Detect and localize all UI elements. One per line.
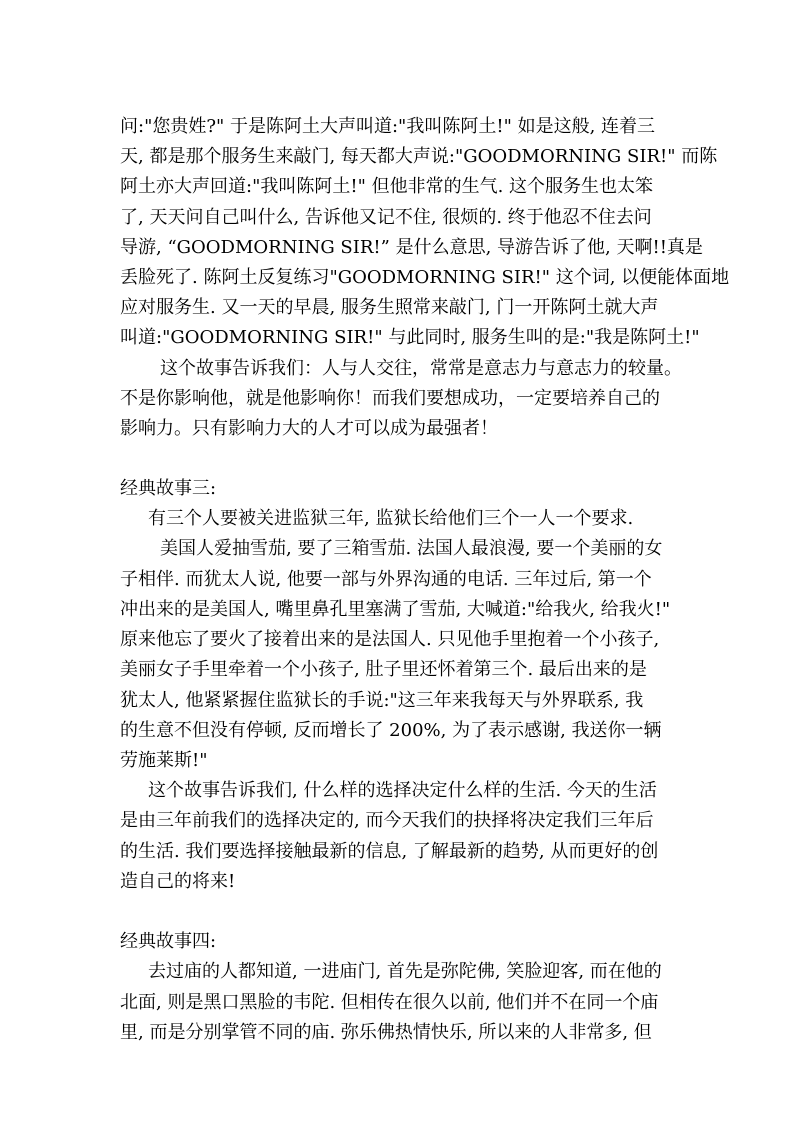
- story-three-line-4: 冲出来的是美国人, 嘴里鼻孔里塞满了雪茄, 大喊道:"给我火, 给我火!": [120, 599, 671, 620]
- story-two-moral-line-3: 影响力。只有影响力大的人才可以成为最强者！: [120, 418, 498, 439]
- story-three-moral-line-4: 造自己的将来!: [120, 871, 236, 892]
- story-two-moral-line-1: 这个故事告诉我们：人与人交往，常常是意志力与意志力的较量。: [160, 358, 682, 379]
- story-two-line-8: 叫道:"GOODMORNING SIR!" 与此同时, 服务生叫的是:"我是陈阿土!": [120, 327, 700, 348]
- story-three-moral-line-1: 这个故事告诉我们, 什么样的选择决定什么样的生活. 今天的生活: [148, 780, 657, 801]
- story-four-line-1: 去过庙的人都知道, 一进庙门, 首先是弥陀佛, 笑脸迎客, 而在他的: [148, 961, 662, 982]
- story-three-line-1: 有三个人要被关进监狱三年, 监狱长给他们三个一人一个要求.: [148, 508, 634, 529]
- story-three-line-8: 的生意不但没有停顿, 反而增长了 200%, 为了表示感谢, 我送你一辆: [120, 720, 662, 741]
- story-three-line-6: 美丽女子手里牵着一个小孩子, 肚子里还怀着第三个. 最后出来的是: [120, 659, 647, 680]
- story-three-moral-line-3: 的生活. 我们要选择接触最新的信息, 了解最新的趋势, 从而更好的创: [120, 841, 659, 862]
- story-two-line-6: 丢脸死了. 陈阿土反复练习"GOODMORNING SIR!" 这个词, 以便能体面地: [120, 267, 730, 288]
- story-two-moral-line-2: 不是你影响他，就是他影响你！而我们要想成功，一定要培养自己的: [120, 388, 660, 409]
- story-two-line-1: 问:"您贵姓?" 于是陈阿土大声叫道:"我叫陈阿土!" 如是这般, 连着三: [120, 116, 656, 137]
- story-four-heading: 经典故事四:: [120, 931, 217, 952]
- story-three-moral-line-2: 是由三年前我们的选择决定的, 而今天我们的抉择将决定我们三年后: [120, 810, 654, 831]
- story-two-line-5: 导游, “GOODMORNING SIR!” 是什么意思, 导游告诉了他, 天啊!!真是: [120, 237, 703, 258]
- story-four-line-2: 北面, 则是黑口黑脸的韦陀. 但相传在很久以前, 他们并不在同一个庙: [120, 992, 659, 1013]
- story-three-line-5: 原来他忘了要火了接着出来的是法国人. 只见他手里抱着一个小孩子,: [120, 629, 660, 650]
- story-three-line-7: 犹太人, 他紧紧握住监狱长的手说:"这三年来我每天与外界联系, 我: [120, 690, 644, 711]
- story-two-line-3: 阿土亦大声回道:"我叫陈阿土!" 但他非常的生气. 这个服务生也太笨: [120, 176, 654, 197]
- story-two-line-7: 应对服务生. 又一天的早晨, 服务生照常来敲门, 门一开陈阿土就大声: [120, 297, 659, 318]
- story-three-line-2: 美国人爱抽雪茄, 要了三箱雪茄. 法国人最浪漫, 要一个美丽的女: [160, 538, 663, 559]
- story-two-line-2: 天, 都是那个服务生来敲门, 每天都大声说:"GOODMORNING SIR!" 而陈: [120, 146, 718, 167]
- story-two-line-4: 了, 天天问自己叫什么, 告诉他又记不住, 很烦的. 终于他忍不住去问: [120, 207, 652, 228]
- story-three-heading: 经典故事三:: [120, 478, 217, 499]
- story-three-line-3: 子相伴. 而犹太人说, 他要一部与外界沟通的电话. 三年过后, 第一个: [120, 569, 652, 590]
- story-four-line-3: 里, 而是分别掌管不同的庙. 弥乐佛热情快乐, 所以来的人非常多, 但: [120, 1022, 652, 1043]
- story-three-line-9: 劳施莱斯!": [120, 750, 208, 771]
